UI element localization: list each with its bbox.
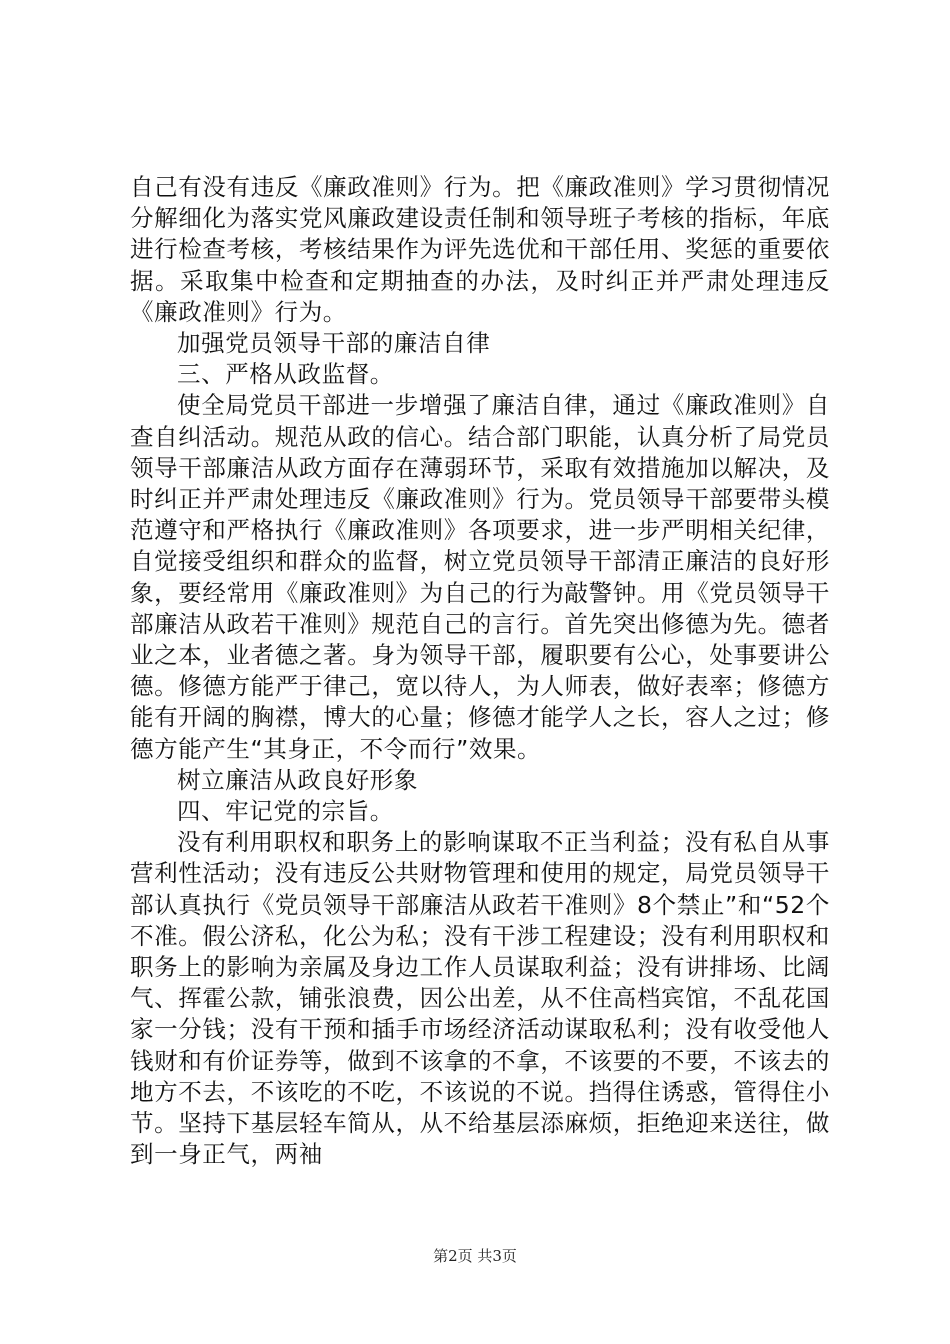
document-body: [130, 172, 830, 1171]
section-heading: 三、严格从政监督。: [177, 360, 394, 389]
page-number-footer: 第2页 共3页: [433, 1247, 517, 1265]
section-heading: 四、牢记党的宗旨。: [177, 797, 394, 826]
section-subtitle: 加强党员领导干部的廉洁自律: [177, 329, 491, 358]
paragraph-continued: 自己有没有违反《廉政准则》行为。把《廉政准则》学习贯彻情况分解细化为落实党风廉政建设责任制和领导班子考核的指标，年底进行检查考核，考核结果作为评先选优和干部任用、奖惩的重要依据。采取集中检查和定期抽查的办法，及时纠正并严肃处理违反《廉政准则》行为。: [130, 173, 830, 326]
section-subtitle: 树立廉洁从政良好形象: [177, 765, 418, 794]
paragraph: 使全局党员干部进一步增强了廉洁自律，通过《廉政准则》自查自纠活动。规范从政的信心。结合部门职能，认真分析了局党员领导干部廉洁从政方面存在薄弱环节，采取有效措施加以解决，及时纠正并严肃处理违反《廉政准则》行为。党员领导干部要带头模范遵守和严格执行《廉政准则》各项要求，进一步严明相关纪律，自觉接受组织和群众的监督，树立党员领导干部清正廉洁的良好形象，要经常用《廉政准则》为自己的行为敲警钟。用《党员领导干部廉洁从政若干准则》规范自己的言行。首先突出修德为先。德者业之本，业者德之著。身为领导干部，履职要有公心，处事要讲公德。修德方能严于律己，宽以待人，为人师表，做好表率；修德方能有开阔的胸襟，博大的心量；修德才能学人之长，容人之过；修德方能产生“其身正，不令而行”效果。: [130, 391, 830, 763]
paragraph: 没有利用职权和职务上的影响谋取不正当利益；没有私自从事营利性活动；没有违反公共财物管理和使用的规定，局党员领导干部认真执行《党员领导干部廉洁从政若干准则》8个禁止”和“52个不准。假公济私，化公为私；没有干涉工程建设；没有利用职权和职务上的影响为亲属及身边工作人员谋取利益；没有讲排场、比阔气、挥霍公款，铺张浪费，因公出差，从不住高档宾馆，不乱花国家一分钱；没有干预和插手市场经济活动谋取私利；没有收受他人钱财和有价证券等，做到不该拿的不拿，不该要的不要，不该去的地方不去，不该吃的不吃，不该说的不说。挡得住诱惑，管得住小节。坚持下基层轻车简从，从不给基层添麻烦，拒绝迎来送往，做到一身正气，两袖: [130, 828, 830, 1169]
